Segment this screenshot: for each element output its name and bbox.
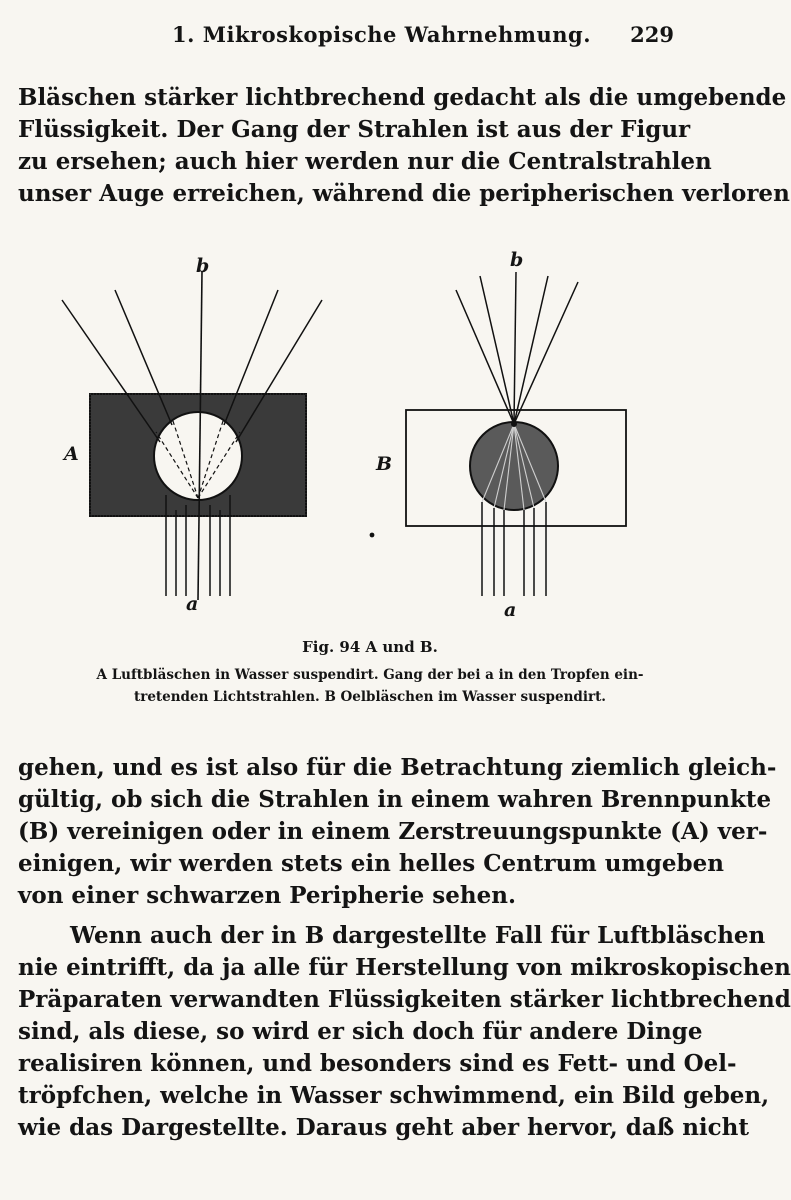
text-line: einigen, wir werden stets ein helles Centrum umgeben [18, 850, 724, 877]
figure-94 [0, 240, 740, 630]
caption-line: tretenden Lichtstrahlen. B Oelbläschen im Wasser suspendirt. [133, 689, 607, 705]
focal-point [511, 421, 517, 427]
label-A: A [64, 443, 79, 465]
text-line: Flüssigkeit. Der Gang der Strahlen ist aus der Figur [18, 116, 691, 143]
stray-dot [370, 533, 375, 538]
text-line: Bläschen stärker lichtbrechend gedacht als die umgebende [18, 84, 787, 111]
paragraph-3 [18, 920, 791, 1144]
label-a-left: a [186, 593, 199, 615]
caption-line: A Luftbläschen in Wasser suspendirt. Gang der bei a in den Tropfen ein- [96, 667, 644, 683]
paragraph-2 [18, 752, 777, 912]
text-line: gültig, ob sich die Strahlen in einem wahren Brennpunkte [18, 786, 772, 813]
text-line: Wenn auch der in B dargestellte Fall für Luftbläschen [70, 922, 766, 949]
diagram-a [62, 255, 322, 615]
text-line: zu ersehen; auch hier werden nur die Centralstrahlen [18, 148, 712, 175]
text-line: realisiren können, und besonders sind es Fett- und Oel- [18, 1050, 737, 1077]
figure-caption [20, 664, 720, 708]
label-B: B [376, 453, 393, 475]
running-head [0, 22, 740, 56]
paragraph-1 [18, 82, 790, 210]
page-number: 229 [630, 22, 674, 47]
label-b-left: b [196, 255, 210, 277]
text-line: sind, als diese, so wird er sich doch für andere Dinge [18, 1018, 703, 1045]
text-line: Präparaten verwandten Flüssigkeiten stärker lichtbrechend [18, 986, 791, 1013]
text-line: (B) vereinigen oder in einem Zerstreuungspunkte (A) ver- [18, 818, 768, 845]
chapter-title: 1. Mikroskopische Wahrnehmung. [172, 22, 592, 47]
text-line: nie eintrifft, da ja alle für Herstellung von mikroskopischen [18, 954, 791, 981]
diagram-b [375, 249, 626, 621]
oil-droplet [470, 422, 558, 510]
figure-caption-title: Fig. 94 A und B. [302, 638, 438, 656]
text-line: unser Auge erreichen, während die peripherischen verloren [18, 180, 790, 207]
label-b-right: b [510, 249, 524, 271]
label-a-right: a [504, 599, 517, 621]
text-line: von einer schwarzen Peripherie sehen. [18, 882, 516, 909]
air-bubble [154, 412, 242, 500]
text-line: gehen, und es ist also für die Betrachtung ziemlich gleich- [18, 754, 777, 781]
text-line: tröpfchen, welche in Wasser schwimmend, ein Bild geben, [18, 1082, 770, 1109]
exit-rays-b [456, 272, 578, 424]
text-line: wie das Dargestellte. Daraus geht aber hervor, daß nicht [18, 1114, 750, 1141]
